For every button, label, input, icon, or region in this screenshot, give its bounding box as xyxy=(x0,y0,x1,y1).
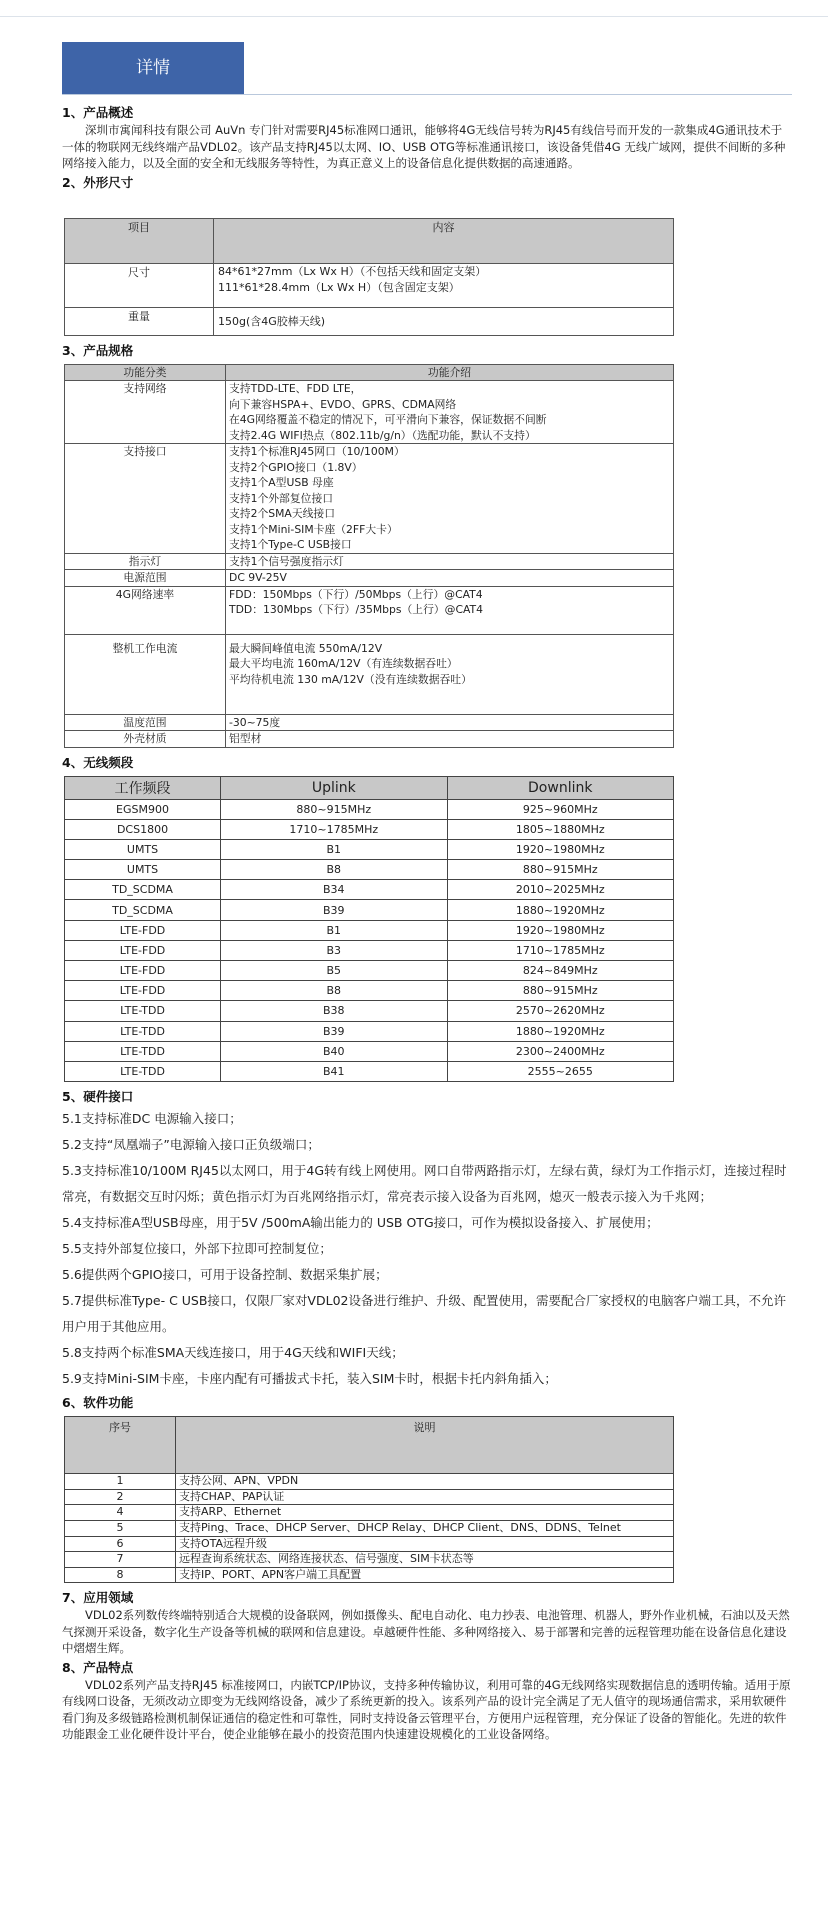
top-divider xyxy=(0,16,828,17)
spec-category: 支持网络 xyxy=(65,381,226,444)
list-item: 5.4支持标准A型USB母座，用于5V /500mA输出能力的 USB OTG接口，可作为模拟设备接入、扩展使用； xyxy=(62,1215,659,1231)
table-row xyxy=(65,961,674,981)
spec-line: DC 9V-25V xyxy=(229,571,287,584)
table-cell: B8 xyxy=(221,981,447,1001)
list-item: 5.9支持Mini-SIM卡座，卡座内配有可播拔式卡托，装入SIM卡时，根据卡托内斜角插入； xyxy=(62,1371,557,1387)
table-cell: LTE-TDD xyxy=(65,1041,221,1061)
overview-text: 深圳市寓闻科技有限公司 AuVn 专门针对需要RJ45标准网口通讯，能够将4G无线信号转为RJ45有线信号而开发的一款集成4G通讯技术于一体的物联网无线终端产品VDL02。该产品支持RJ45以太网、IO、USB OTG等标准通讯接口，该设备凭借4G 无线广域网，提供不间断的多种网络接入能力，以及全面的安全和无线服务等特性，为真正意义上的设备信息化提供数据的高速通路。 xyxy=(62,123,786,170)
dimensions-table xyxy=(64,218,674,336)
spec-line: 最大瞬间峰值电流 550mA/12V xyxy=(229,641,383,655)
table-cell: 2300~2400MHz xyxy=(447,1041,673,1061)
spec-line: 支持1个A型USB 母座 xyxy=(229,476,334,489)
spec-category: 支持接口 xyxy=(65,444,226,554)
table-cell: 4 xyxy=(65,1505,176,1521)
table-row xyxy=(65,860,674,880)
table-row xyxy=(65,1552,674,1568)
table-cell: 150g(含4G胶棒天线) xyxy=(214,307,674,335)
hardware-list xyxy=(62,1106,792,1392)
specs-table xyxy=(64,364,674,748)
table-cell: B38 xyxy=(221,1001,447,1021)
table-cell: 5 xyxy=(65,1520,176,1536)
table-cell: 支持CHAP、PAP认证 xyxy=(176,1489,674,1505)
table-header: 序号 xyxy=(65,1417,176,1474)
table-cell: EGSM900 xyxy=(65,799,221,819)
table-header: 工作频段 xyxy=(65,776,221,799)
table-row xyxy=(65,1536,674,1552)
spec-line: 在4G网络覆盖不稳定的情况下，可平滑向下兼容，保证数据不间断 xyxy=(229,413,547,426)
table-cell: 1880~1920MHz xyxy=(447,900,673,920)
list-item: 5.2支持“凤凰端子”电源输入接口正负级端口； xyxy=(62,1137,320,1153)
table-cell: LTE-TDD xyxy=(65,1001,221,1021)
spec-category: 温度范围 xyxy=(65,714,226,731)
spec-description xyxy=(226,444,674,554)
table-cell: 2555~2655 xyxy=(447,1061,673,1081)
list-item: 5.8支持两个标准SMA天线连接口，用于4G天线和WIFI天线； xyxy=(62,1345,404,1361)
tab-detail[interactable]: 详情 xyxy=(62,42,244,94)
spec-line: 向下兼容HSPA+、EVDO、GPRS、CDMA网络 xyxy=(229,397,457,411)
spec-line: TDD：130Mbps（下行）/35Mbps（上行）@CAT4 xyxy=(229,603,484,616)
spec-line: -30~75度 xyxy=(229,715,281,729)
spec-line: 铝型材 xyxy=(229,732,262,745)
table-cell: TD_SCDMA xyxy=(65,880,221,900)
spec-line: 支持1个信号强度指示灯 xyxy=(229,554,344,568)
spec-category: 外壳材质 xyxy=(65,731,226,748)
table-header: 项目 xyxy=(65,218,214,263)
spec-category: 4G网络速率 xyxy=(65,586,226,634)
spec-description xyxy=(226,714,674,731)
table-header: Uplink xyxy=(221,776,447,799)
list-item: 5.1支持标准DC 电源输入接口； xyxy=(62,1111,242,1127)
table-row xyxy=(65,1505,674,1521)
spec-line: 最大平均电流 160mA/12V（有连续数据吞吐） xyxy=(229,657,458,670)
table-cell: LTE-TDD xyxy=(65,1021,221,1041)
table-cell: 2570~2620MHz xyxy=(447,1001,673,1021)
spec-line: 支持1个外部复位接口 xyxy=(229,491,334,505)
table-cell: B1 xyxy=(221,920,447,940)
table-header: 功能介绍 xyxy=(226,364,674,381)
table-cell: UMTS xyxy=(65,839,221,859)
table-cell: B39 xyxy=(221,900,447,920)
spec-description xyxy=(226,381,674,444)
spec-description xyxy=(226,570,674,587)
table-cell: TD_SCDMA xyxy=(65,900,221,920)
spec-line: 支持1个Type-C USB接口 xyxy=(229,538,352,551)
software-table xyxy=(64,1416,674,1583)
table-cell: 支持IP、PORT、APN客户端工具配置 xyxy=(176,1567,674,1583)
product-detail xyxy=(62,104,792,1743)
spec-line: 支持2.4G WIFI热点（802.11b/g/n）（选配功能，默认不支持） xyxy=(229,428,536,442)
table-cell: LTE-FDD xyxy=(65,981,221,1001)
table-cell: 1 xyxy=(65,1474,176,1490)
table-cell: 重量 xyxy=(65,307,214,335)
section-title-dimensions: 2、外形尺寸 xyxy=(62,174,134,190)
spec-description xyxy=(226,553,674,570)
table-row xyxy=(65,1520,674,1536)
spec-line: 支持1个标准RJ45网口（10/100M） xyxy=(229,445,405,458)
table-cell: LTE-FDD xyxy=(65,961,221,981)
table-header: 说明 xyxy=(176,1417,674,1474)
table-cell: 2 xyxy=(65,1489,176,1505)
table-row xyxy=(65,1474,674,1490)
table-row xyxy=(65,880,674,900)
table-row xyxy=(65,940,674,960)
dimension-line: 84*61*27mm（Lx Wx H）（不包括天线和固定支架） xyxy=(218,264,487,278)
section-title-bands: 4、无线频段 xyxy=(62,754,134,770)
section-title-applications: 7、应用领域 xyxy=(62,1590,134,1606)
table-row xyxy=(65,1567,674,1583)
table-row xyxy=(65,920,674,940)
table-cell: 880~915MHz xyxy=(447,981,673,1001)
table-cell: LTE-FDD xyxy=(65,920,221,940)
features-text: VDL02系列产品支持RJ45 标准接网口，内嵌TCP/IP协议，支持多种传输协议，利用可靠的4G无线网络实现数据信息的透明传输。适用于原有线网口设备，无须改动立即变为无线网络设备，减少了系统更新的投入。该系列产品的设计完全满足了无人值守的现场通信需求，采用软硬件看门狗及多级链路检测机制保证通信的稳定性和可靠性，同时支持设备云管理平台，方便用户远程管理，充分保证了设备的智能化。先进的软件功能跟金工业化硬件设计平台，使企业能够在最小的投资范围内快速建设规模化的工业设备网络。 xyxy=(62,1677,791,1742)
table-cell: 8 xyxy=(65,1567,176,1583)
table-cell: B41 xyxy=(221,1061,447,1081)
table-cell: LTE-FDD xyxy=(65,940,221,960)
table-cell: B8 xyxy=(221,860,447,880)
list-item: 5.3支持标准10/100M RJ45以太网口，用于4G转有线上网使用。网口自带两路指示灯，左绿右黄，绿灯为工作指示灯，连接过程时常亮，有数据交互时闪烁；黄色指示灯为百兆网络指示灯，常亮表示接入设备为百兆网，熄灭一般表示接入为千兆网； xyxy=(62,1163,787,1205)
table-cell: 824~849MHz xyxy=(447,961,673,981)
table-cell: B40 xyxy=(221,1041,447,1061)
spec-line: FDD：150Mbps（下行）/50Mbps（上行）@CAT4 xyxy=(229,587,483,601)
table-row xyxy=(65,839,674,859)
table-cell: B5 xyxy=(221,961,447,981)
table-cell: LTE-TDD xyxy=(65,1061,221,1081)
dimension-line: 111*61*28.4mm（Lx Wx H）（包含固定支架） xyxy=(218,280,460,294)
section-title-overview: 1、产品概述 xyxy=(62,105,134,120)
section-title-software: 6、软件功能 xyxy=(62,1395,134,1411)
table-cell: 880~915MHz xyxy=(447,860,673,880)
spec-description xyxy=(226,634,674,714)
detail-tab-bar xyxy=(62,42,792,95)
table-cell: UMTS xyxy=(65,860,221,880)
table-cell: 1920~1980MHz xyxy=(447,920,673,940)
table-cell: 尺寸 xyxy=(65,263,214,307)
table-cell: 2010~2025MHz xyxy=(447,880,673,900)
table-cell: 925~960MHz xyxy=(447,799,673,819)
applications-text: VDL02系列数传终端特别适合大规模的设备联网，例如摄像头、配电自动化、电力抄表、电池管理、机器人，野外作业机械，石油以及天然气探测开采设备，数字化生产设备等机械的联网和信息建设。卓越硬件性能、多种网络接入、易于部署和完善的远程管理功能在设备信息化建设中熠熠生辉。 xyxy=(62,1608,790,1656)
table-header: Downlink xyxy=(447,776,673,799)
list-item: 5.5支持外部复位接口，外部下拉即可控制复位； xyxy=(62,1241,332,1257)
table-cell: 支持Ping、Trace、DHCP Server、DHCP Relay、DHCP Client、DNS、DDNS、Telnet xyxy=(176,1520,674,1536)
spec-category: 指示灯 xyxy=(65,553,226,570)
table-row xyxy=(65,1061,674,1081)
table-cell: 1710~1785MHz xyxy=(447,940,673,960)
spec-description xyxy=(226,731,674,748)
table-cell: B3 xyxy=(221,940,447,960)
table-cell: B1 xyxy=(221,839,447,859)
table-cell: 1920~1980MHz xyxy=(447,839,673,859)
table-cell: B34 xyxy=(221,880,447,900)
table-cell: B39 xyxy=(221,1021,447,1041)
table-row xyxy=(65,900,674,920)
table-cell: 1880~1920MHz xyxy=(447,1021,673,1041)
table-row xyxy=(65,819,674,839)
table-cell: 6 xyxy=(65,1536,176,1552)
spec-line: 支持TDD-LTE、FDD LTE， xyxy=(229,382,362,395)
table-cell: 支持OTA远程升级 xyxy=(176,1536,674,1552)
table-cell: DCS1800 xyxy=(65,819,221,839)
table-cell: 880~915MHz xyxy=(221,799,447,819)
list-item: 5.6提供两个GPIO接口，可用于设备控制、数据采集扩展； xyxy=(62,1267,388,1283)
section-title-specs: 3、产品规格 xyxy=(62,342,134,358)
spec-line: 平均待机电流 130 mA/12V（没有连续数据吞吐） xyxy=(229,672,472,686)
table-cell: 远程查询系统状态、网络连接状态、信号强度、SIM卡状态等 xyxy=(176,1552,674,1568)
table-row xyxy=(65,1001,674,1021)
table-header: 功能分类 xyxy=(65,364,226,381)
table-row xyxy=(65,981,674,1001)
table-row xyxy=(65,1021,674,1041)
spec-line: 支持2个GPIO接口（1.8V） xyxy=(229,460,363,474)
table-cell: 支持ARP、Ethernet xyxy=(176,1505,674,1521)
spec-description xyxy=(226,586,674,634)
table-cell: 7 xyxy=(65,1552,176,1568)
table-header: 内容 xyxy=(214,218,674,263)
spec-category: 电源范围 xyxy=(65,570,226,587)
table-cell xyxy=(214,263,674,307)
section-title-features: 8、产品特点 xyxy=(62,1659,134,1675)
table-cell: 1805~1880MHz xyxy=(447,819,673,839)
spec-category: 整机工作电流 xyxy=(65,634,226,714)
spec-line: 支持2个SMA天线接口 xyxy=(229,507,336,520)
bands-table xyxy=(64,776,674,1083)
section-title-hardware: 5、硬件接口 xyxy=(62,1089,134,1105)
spec-line: 支持1个Mini-SIM卡座（2FF大卡） xyxy=(229,522,398,536)
table-cell: 支持公网、APN、VPDN xyxy=(176,1474,674,1490)
table-row xyxy=(65,1041,674,1061)
table-row xyxy=(65,1489,674,1505)
table-row xyxy=(65,799,674,819)
table-cell: 1710~1785MHz xyxy=(221,819,447,839)
list-item: 5.7提供标准Type- C USB接口，仅限厂家对VDL02设备进行维护、升级、配置使用，需要配合厂家授权的电脑客户端工具，不允许用户用于其他应用。 xyxy=(62,1293,786,1335)
